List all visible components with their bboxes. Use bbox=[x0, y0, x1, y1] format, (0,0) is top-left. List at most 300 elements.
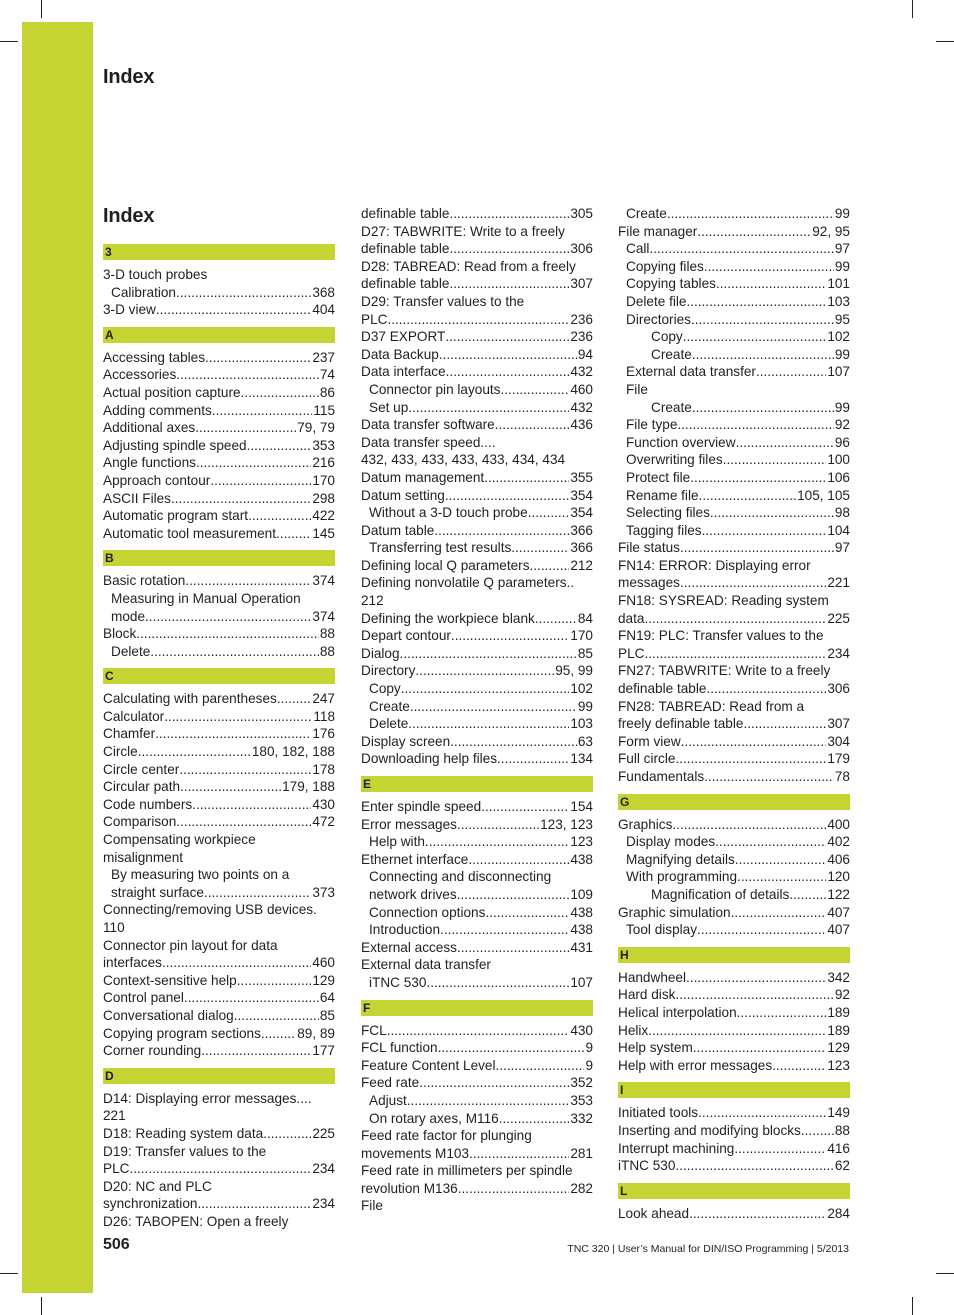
index-term: Data transfer software bbox=[361, 417, 495, 433]
index-entry bbox=[618, 680, 850, 698]
index-page-ref: 374 bbox=[312, 573, 335, 589]
index-term: Directory bbox=[361, 663, 416, 679]
index-entry-text: File bbox=[361, 1198, 383, 1214]
index-term: Data interface bbox=[361, 364, 446, 380]
index-entry bbox=[618, 469, 850, 487]
index-term: Calculator bbox=[103, 708, 165, 724]
index-page-ref: 118 bbox=[313, 708, 335, 724]
index-page-ref: 106 bbox=[827, 469, 850, 485]
index-term: Code numbers bbox=[103, 796, 193, 812]
index-term: Adjust bbox=[369, 1092, 407, 1108]
index-entry bbox=[361, 816, 593, 834]
index-entry bbox=[361, 627, 593, 645]
index-entry bbox=[618, 399, 850, 417]
dot-leader bbox=[457, 939, 569, 957]
index-page-ref: 225 bbox=[312, 1125, 335, 1141]
index-entry bbox=[618, 645, 850, 663]
index-page-ref: 101 bbox=[827, 276, 850, 292]
dot-leader bbox=[686, 969, 826, 987]
index-entry bbox=[361, 1110, 593, 1128]
index-entry bbox=[361, 539, 593, 557]
index-term: Tagging files bbox=[626, 522, 702, 538]
dot-leader bbox=[481, 798, 569, 816]
index-term: Display screen bbox=[361, 733, 451, 749]
index-term: Automatic program start bbox=[103, 508, 249, 524]
dot-leader bbox=[458, 1180, 570, 1198]
dot-leader bbox=[683, 328, 827, 346]
index-entry bbox=[103, 778, 335, 796]
index-page-ref: 368 bbox=[312, 284, 335, 300]
dot-leader bbox=[440, 921, 569, 939]
index-page-ref: 438 bbox=[570, 922, 593, 938]
index-term: On rotary axes, M116 bbox=[369, 1110, 499, 1126]
index-page-ref: 129 bbox=[827, 1040, 850, 1056]
index-term: Interrupt machining bbox=[618, 1140, 735, 1156]
index-entry bbox=[618, 969, 850, 987]
index-entry bbox=[103, 1025, 335, 1043]
index-entry bbox=[618, 1157, 850, 1175]
index-entry bbox=[618, 451, 850, 469]
index-term: Connector pin layouts bbox=[369, 381, 501, 397]
index-column-2 bbox=[361, 205, 593, 1215]
index-page-ref: 236 bbox=[570, 311, 593, 327]
index-entry bbox=[103, 1007, 335, 1025]
index-page-ref: 402 bbox=[827, 834, 850, 850]
index-entry-text: Defining nonvolatile Q parameters.. bbox=[361, 575, 575, 591]
index-entry bbox=[103, 472, 335, 490]
dot-leader bbox=[201, 1042, 311, 1060]
index-page-ref: 430 bbox=[312, 796, 335, 812]
index-term: Calibration bbox=[111, 284, 176, 300]
dot-leader bbox=[438, 1039, 585, 1057]
index-term: Copying files bbox=[626, 258, 704, 274]
index-page-ref: 438 bbox=[570, 904, 593, 920]
index-page-ref: 438 bbox=[570, 851, 593, 867]
index-term: FCL function bbox=[361, 1040, 438, 1056]
index-term: File status bbox=[618, 540, 680, 556]
index-term: data bbox=[618, 610, 645, 626]
dot-leader bbox=[743, 715, 826, 733]
index-page-ref: 460 bbox=[312, 955, 335, 971]
index-entry bbox=[103, 490, 335, 508]
index-term: definable table bbox=[361, 206, 450, 221]
index-entry bbox=[361, 469, 593, 487]
index-page-ref: 354 bbox=[570, 505, 593, 521]
dot-leader bbox=[499, 1110, 570, 1128]
index-entry bbox=[361, 1022, 593, 1040]
index-page-ref: 281 bbox=[570, 1145, 593, 1161]
index-entry bbox=[103, 1042, 335, 1060]
index-entry-text: Compensating workpiece bbox=[103, 832, 256, 848]
index-entry-text: D20: NC and PLC bbox=[103, 1178, 212, 1194]
index-entry-text: D19: Transfer values to the bbox=[103, 1143, 267, 1159]
index-term: Automatic tool measurement bbox=[103, 525, 277, 541]
crop-mark bbox=[41, 0, 42, 18]
index-entry bbox=[361, 680, 593, 698]
index-term: revolution M136 bbox=[361, 1180, 458, 1196]
dot-leader bbox=[756, 363, 826, 381]
index-term: Tool display bbox=[626, 922, 698, 938]
index-term: Full circle bbox=[618, 751, 676, 767]
index-page-ref: 109 bbox=[570, 886, 593, 902]
index-entry bbox=[361, 504, 593, 522]
crop-mark bbox=[0, 1273, 18, 1274]
index-page-ref: 123 bbox=[827, 1057, 850, 1073]
index-page-ref: 472 bbox=[312, 814, 335, 830]
index-entry-text: D26: TABOPEN: Open a freely bbox=[103, 1213, 289, 1229]
index-page-ref: 307 bbox=[827, 716, 850, 732]
index-term: Feature Content Level bbox=[361, 1057, 496, 1073]
index-entry bbox=[103, 989, 335, 1007]
dot-leader bbox=[176, 284, 311, 302]
index-entry bbox=[361, 698, 593, 716]
dot-leader bbox=[408, 715, 569, 733]
index-term: Delete bbox=[369, 716, 409, 732]
index-page-ref: 78 bbox=[834, 769, 850, 784]
crop-mark bbox=[936, 41, 954, 42]
dot-leader bbox=[686, 293, 826, 311]
dot-leader bbox=[387, 311, 569, 329]
index-entry-text: By measuring two points on a bbox=[111, 867, 290, 883]
index-entry bbox=[361, 904, 593, 922]
index-page-ref: 149 bbox=[827, 1105, 850, 1121]
index-entry bbox=[618, 904, 850, 922]
index-term: D18: Reading system data bbox=[103, 1125, 264, 1141]
dot-leader bbox=[644, 645, 826, 663]
index-page-ref: 373 bbox=[312, 884, 335, 900]
index-page-ref: 154 bbox=[570, 799, 593, 814]
index-page-ref: 216 bbox=[312, 455, 335, 471]
index-entry bbox=[618, 833, 850, 851]
dot-leader bbox=[737, 868, 826, 886]
index-page-ref: 432 bbox=[570, 399, 593, 415]
page-footer: TNC 320 | User’s Manual for DIN/ISO Programming | 5/2013 bbox=[567, 1243, 849, 1255]
index-page-ref: 178 bbox=[312, 761, 335, 777]
letter-heading: C bbox=[103, 668, 335, 684]
index-term: Comparison bbox=[103, 814, 177, 830]
index-page-ref: 99 bbox=[577, 698, 593, 714]
index-entry-text: 432, 433, 433, 433, 433, 434, 434 bbox=[361, 452, 566, 468]
index-entry bbox=[618, 610, 850, 628]
index-term: Circle bbox=[103, 744, 138, 760]
index-heading: Index bbox=[103, 205, 155, 227]
index-page-ref: 107 bbox=[570, 974, 593, 990]
page-number: 506 bbox=[103, 1236, 130, 1253]
dot-leader bbox=[698, 1104, 826, 1122]
letter-heading: E bbox=[361, 776, 593, 792]
index-term: Context-sensitive help bbox=[103, 972, 237, 988]
index-term: Adding comments bbox=[103, 402, 212, 418]
index-page-ref: 74 bbox=[319, 367, 335, 383]
index-page-ref: 170 bbox=[312, 472, 335, 488]
index-page-ref: 436 bbox=[570, 417, 593, 433]
index-term: FCL bbox=[361, 1022, 387, 1038]
index-entry bbox=[103, 625, 335, 643]
dot-leader bbox=[195, 419, 296, 437]
dot-leader bbox=[675, 1157, 833, 1175]
index-entry-text: Connector pin layout for data bbox=[103, 937, 278, 953]
index-entry bbox=[361, 750, 593, 768]
index-page-ref: 96 bbox=[834, 434, 850, 450]
index-page-ref: 103 bbox=[827, 293, 850, 309]
dot-leader bbox=[801, 1122, 834, 1140]
dot-leader bbox=[136, 625, 319, 643]
index-entry bbox=[103, 384, 335, 402]
index-page-ref: 100 bbox=[827, 452, 850, 468]
index-entry bbox=[618, 487, 850, 505]
index-entry bbox=[618, 275, 850, 293]
index-page-ref: 221 bbox=[827, 575, 850, 591]
index-term: Corner rounding bbox=[103, 1043, 202, 1059]
index-entry-text: FN18: SYSREAD: Reading system bbox=[618, 593, 829, 609]
index-page-ref: 352 bbox=[570, 1075, 593, 1091]
dot-leader bbox=[704, 768, 834, 786]
index-term: Defining local Q parameters bbox=[361, 557, 530, 573]
dot-leader bbox=[212, 402, 313, 420]
index-term: Actual position capture bbox=[103, 384, 241, 400]
index-entry-text: D29: Transfer values to the bbox=[361, 293, 525, 309]
index-page-ref: 79, 79 bbox=[297, 420, 335, 436]
dot-leader bbox=[469, 1145, 569, 1163]
dot-leader bbox=[450, 733, 577, 751]
index-entry bbox=[361, 416, 593, 434]
index-entry bbox=[103, 525, 335, 543]
index-page-ref: 85 bbox=[577, 645, 593, 661]
index-term: Dialog bbox=[361, 645, 400, 661]
index-term: messages bbox=[618, 575, 680, 591]
index-entry-text: Connecting/removing USB devices. bbox=[103, 902, 317, 918]
index-page-ref: 416 bbox=[827, 1140, 850, 1156]
dot-leader bbox=[734, 1140, 826, 1158]
index-term: ASCII Files bbox=[103, 490, 171, 506]
index-entry bbox=[361, 557, 593, 575]
dot-leader bbox=[716, 275, 826, 293]
letter-heading: 3 bbox=[103, 244, 335, 260]
letter-heading: G bbox=[618, 794, 850, 810]
index-entry bbox=[618, 733, 850, 751]
index-term: Hard disk bbox=[618, 987, 676, 1003]
index-page-ref: 353 bbox=[312, 437, 335, 453]
letter-heading: F bbox=[361, 1000, 593, 1016]
letter-heading: B bbox=[103, 550, 335, 566]
index-page-ref: 9 bbox=[585, 1040, 593, 1056]
letter-heading: H bbox=[618, 947, 850, 963]
dot-leader bbox=[511, 539, 569, 557]
index-entry bbox=[618, 205, 850, 223]
index-entry bbox=[361, 1145, 593, 1163]
index-term: Approach contour bbox=[103, 472, 211, 488]
index-page-ref: 88 bbox=[319, 643, 335, 659]
index-entry bbox=[361, 1057, 593, 1075]
letter-heading: I bbox=[618, 1082, 850, 1098]
index-entry bbox=[361, 939, 593, 957]
index-entry bbox=[361, 662, 593, 680]
dot-leader bbox=[184, 989, 319, 1007]
index-term: iTNC 530 bbox=[369, 974, 427, 990]
index-term: Rename file bbox=[626, 487, 699, 503]
dot-leader bbox=[677, 416, 834, 434]
index-page-ref: 99 bbox=[834, 399, 850, 415]
index-term: Delete bbox=[111, 643, 151, 659]
index-term: Without a 3-D touch probe bbox=[369, 505, 528, 521]
index-entry bbox=[103, 507, 335, 525]
dot-leader bbox=[419, 1074, 569, 1092]
index-entry bbox=[361, 1180, 593, 1198]
index-term: Graphics bbox=[618, 816, 673, 832]
index-entry bbox=[361, 381, 593, 399]
index-term: Create bbox=[369, 698, 410, 714]
index-term: Accessories bbox=[103, 367, 177, 383]
index-page-ref: 180, 182, 188 bbox=[251, 744, 335, 760]
index-entry bbox=[618, 258, 850, 276]
index-entry bbox=[618, 1022, 850, 1040]
index-term: File manager bbox=[618, 223, 698, 239]
index-entry bbox=[618, 886, 850, 904]
dot-leader bbox=[535, 610, 577, 628]
index-page-ref: 282 bbox=[570, 1180, 593, 1196]
index-entry bbox=[618, 346, 850, 364]
index-entry bbox=[618, 1122, 850, 1140]
running-title: Index bbox=[103, 66, 155, 88]
index-term: PLC bbox=[361, 311, 388, 327]
index-entry bbox=[618, 522, 850, 540]
index-term: definable table bbox=[618, 681, 707, 697]
index-page-ref: 400 bbox=[827, 816, 850, 832]
index-term: Form view bbox=[618, 733, 681, 749]
index-term: Circular path bbox=[103, 779, 181, 795]
index-term: External access bbox=[361, 939, 457, 955]
index-entry bbox=[618, 1004, 850, 1022]
index-page-ref: 366 bbox=[570, 540, 593, 556]
index-page-ref: 145 bbox=[312, 525, 335, 541]
dot-leader bbox=[162, 954, 311, 972]
index-term: Downloading help files bbox=[361, 751, 498, 767]
dot-leader bbox=[735, 851, 827, 869]
index-term: Error messages bbox=[361, 816, 457, 832]
dot-leader bbox=[145, 608, 311, 626]
dot-leader bbox=[731, 904, 827, 922]
index-term: Enter spindle speed bbox=[361, 799, 482, 814]
index-term: Datum management bbox=[361, 469, 485, 485]
index-entry bbox=[361, 645, 593, 663]
index-entry bbox=[618, 851, 850, 869]
index-entry bbox=[361, 399, 593, 417]
index-page-ref: 107 bbox=[827, 364, 850, 380]
index-entry bbox=[361, 275, 593, 293]
dot-leader bbox=[680, 574, 826, 592]
index-entry-text: Measuring in Manual Operation bbox=[111, 590, 301, 606]
index-entry bbox=[103, 402, 335, 420]
index-column-3 bbox=[618, 205, 850, 1222]
index-entry bbox=[361, 363, 593, 381]
index-term: Look ahead bbox=[618, 1205, 690, 1221]
index-entry-text: FN19: PLC: Transfer values to the bbox=[618, 628, 824, 644]
dot-leader bbox=[185, 572, 311, 590]
index-entry bbox=[103, 972, 335, 990]
index-page-ref: 355 bbox=[570, 469, 593, 485]
index-page-ref: 306 bbox=[570, 241, 593, 257]
index-entry bbox=[103, 349, 335, 367]
index-page-ref: 123 bbox=[570, 834, 593, 850]
index-term: Copying tables bbox=[626, 276, 716, 292]
index-entry-text: Feed rate in millimeters per spindle bbox=[361, 1163, 573, 1179]
index-page-ref: 236 bbox=[570, 329, 593, 345]
index-page-ref: 64 bbox=[319, 990, 335, 1006]
index-page-ref: 407 bbox=[827, 922, 850, 938]
index-page-ref: 284 bbox=[827, 1205, 850, 1221]
index-entry bbox=[618, 293, 850, 311]
dot-leader bbox=[737, 1004, 827, 1022]
index-page-ref: 353 bbox=[570, 1092, 593, 1108]
index-term: interfaces bbox=[103, 955, 162, 971]
crop-mark bbox=[936, 1273, 954, 1274]
index-page-ref: 176 bbox=[312, 726, 335, 742]
dot-leader bbox=[451, 627, 569, 645]
dot-leader bbox=[263, 1125, 311, 1143]
index-entry-text: FN27: TABWRITE: Write to a freely bbox=[618, 663, 831, 679]
index-entry bbox=[618, 715, 850, 733]
index-page-ref: 84 bbox=[577, 610, 593, 626]
index-term: Overwriting files bbox=[626, 452, 723, 468]
index-term: Create bbox=[651, 346, 692, 362]
dot-leader bbox=[439, 346, 577, 364]
index-entry bbox=[618, 816, 850, 834]
dot-leader bbox=[495, 416, 570, 434]
index-page-ref: 407 bbox=[827, 904, 850, 920]
dot-leader bbox=[715, 833, 826, 851]
crop-mark bbox=[912, 1297, 913, 1315]
dot-leader bbox=[690, 469, 826, 487]
index-page-ref: 102 bbox=[827, 329, 850, 345]
dot-leader bbox=[129, 1160, 311, 1178]
index-page-ref: 99 bbox=[834, 258, 850, 274]
dot-leader bbox=[179, 761, 311, 779]
dot-leader bbox=[138, 743, 251, 761]
dot-leader bbox=[697, 223, 811, 241]
index-page-ref: 234 bbox=[312, 1196, 335, 1212]
index-term: PLC bbox=[618, 645, 645, 661]
dot-leader bbox=[644, 610, 826, 628]
index-page-ref: 63 bbox=[577, 733, 593, 749]
index-entry bbox=[361, 487, 593, 505]
dot-leader bbox=[425, 833, 569, 851]
crop-mark bbox=[41, 1297, 42, 1315]
index-term: Set up bbox=[369, 399, 409, 415]
index-term: Helical interpolation bbox=[618, 1004, 737, 1020]
index-page-ref: 120 bbox=[827, 869, 850, 885]
index-term: Magnification of details bbox=[651, 886, 790, 902]
index-page-ref: 432 bbox=[570, 364, 593, 380]
index-page-ref: 92 bbox=[834, 417, 850, 433]
index-page-ref: 374 bbox=[312, 608, 335, 624]
crop-mark bbox=[0, 41, 18, 42]
index-entry-text: Feed rate factor for plunging bbox=[361, 1128, 532, 1144]
index-entry bbox=[618, 1205, 850, 1223]
letter-heading: L bbox=[618, 1183, 850, 1199]
dot-leader bbox=[667, 205, 834, 223]
index-entry-text: Connecting and disconnecting bbox=[369, 869, 552, 885]
dot-leader bbox=[449, 275, 569, 293]
dot-leader bbox=[426, 974, 569, 992]
index-page-ref: 104 bbox=[827, 522, 850, 538]
index-term: definable table bbox=[361, 241, 450, 257]
index-term: Copy bbox=[369, 681, 401, 697]
index-term: Selecting files bbox=[626, 505, 710, 521]
index-term: Function overview bbox=[626, 434, 736, 450]
dot-leader bbox=[530, 557, 570, 575]
index-page-ref: 234 bbox=[827, 645, 850, 661]
index-term: Angle functions bbox=[103, 455, 196, 471]
